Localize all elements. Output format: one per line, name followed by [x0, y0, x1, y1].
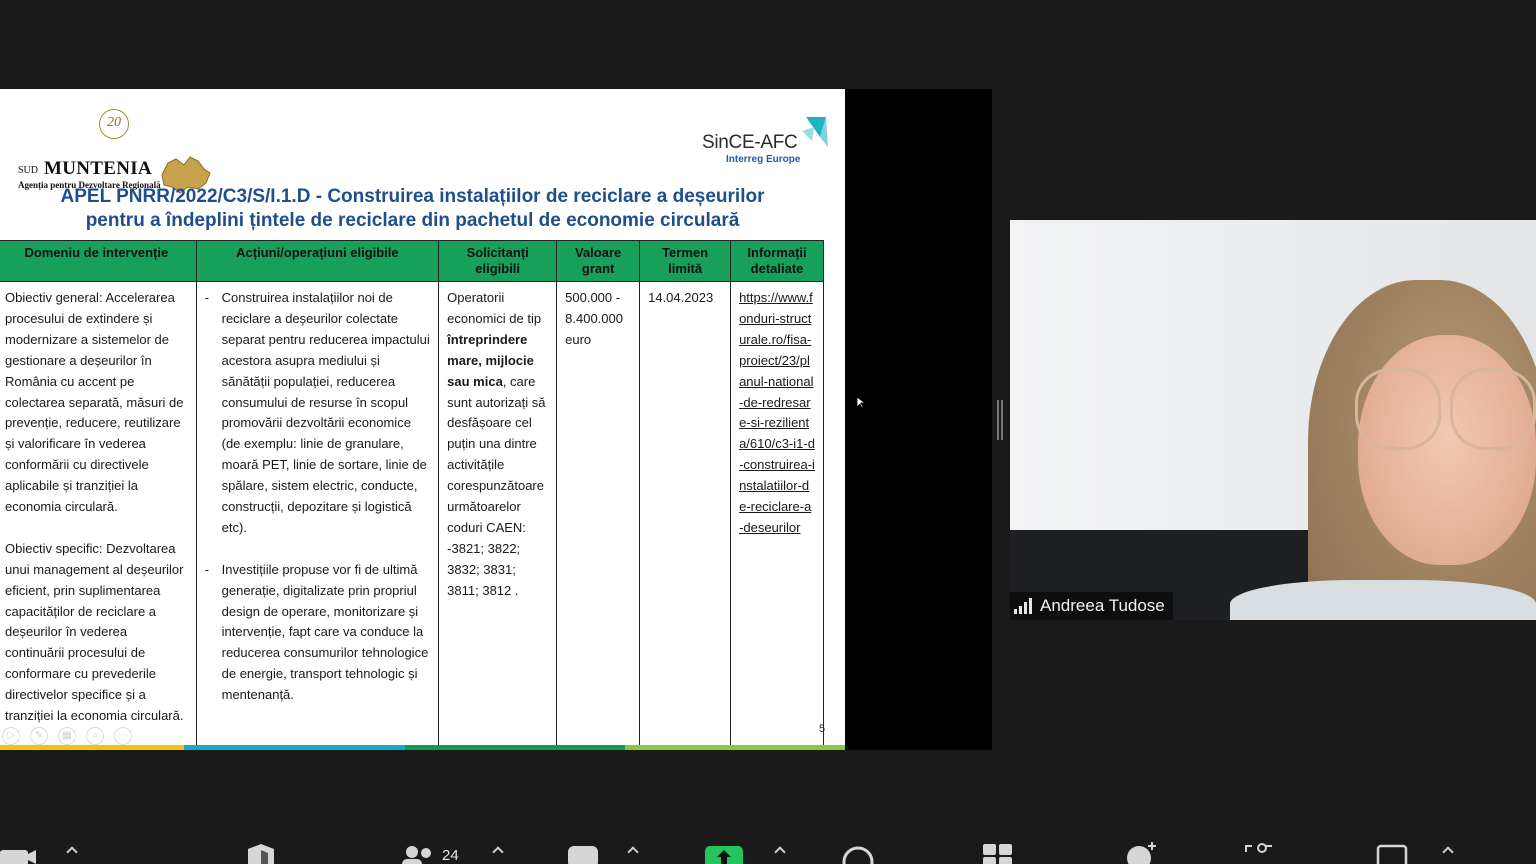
security-shield-icon[interactable]	[246, 842, 276, 864]
objective-general: Obiectiv general: Accelerarea procesului de extindere și modernizare a sistemelor de gestionare a deșeurilor în România cu accent pe colectarea separată, măsuri de prevenție, reducere, reutilizare și valorificare în vederea conformării cu directivele aplicabile și tranziției la economia circulară.	[5, 290, 184, 515]
cell-value: 500.000 - 8.400.000 euro	[557, 282, 640, 751]
video-glasses-right	[1450, 368, 1536, 450]
whiteboard-icon[interactable]	[1244, 842, 1274, 864]
bullet-dash: -	[204, 290, 209, 305]
table-row	[0, 282, 824, 751]
cell-actions	[196, 282, 439, 751]
logo-sud-text: SUD	[18, 165, 39, 176]
header-applicants: Solicitanți eligibili	[439, 241, 557, 282]
header-value: Valoare grant	[557, 241, 640, 282]
logo-muntenia-text: MUNTENIA	[44, 158, 152, 179]
more-icon[interactable]: ⋯	[114, 727, 132, 745]
since-shape-icon	[802, 117, 828, 153]
more-options-icon[interactable]	[1376, 842, 1408, 864]
participant-name-tag	[1010, 592, 1173, 620]
action-item-1	[205, 288, 431, 539]
cell-applicants	[439, 282, 557, 751]
chat-icon[interactable]	[566, 842, 600, 864]
footer-stripe-blue	[184, 745, 405, 750]
header-details: Informații detaliate	[731, 241, 824, 282]
participant-name: Andreea Tudose	[1040, 596, 1165, 615]
applicants-text-bold: întreprindere mare, mijlocie sau mica	[447, 331, 534, 389]
header-deadline: Termen limită	[640, 241, 731, 282]
cell-deadline: 14.04.2023	[640, 282, 731, 751]
slide-title-line-2: pentru a îndeplini țintele de reciclare din pachetul de economie circulară	[85, 210, 740, 231]
eligibility-table	[0, 240, 824, 750]
slide-title-line-1: APEL PNRR/2022/C3/S/I.1.D - Construirea instalațiilor de reciclare a deșeurilor	[60, 186, 765, 207]
play-icon[interactable]: ▷	[2, 727, 20, 745]
cell-details	[731, 282, 824, 751]
reactions-icon[interactable]	[1124, 842, 1160, 864]
action-text-1: Construirea instalațiilor noi de reciclare a deșeurilor colectate separat pentru reducerea impactului acestora asupra mediului și sănătății populației, reducerea consumului de resurse în scopul promovării dezvoltării economice (de exemplu: linie de granulare, moară PET, linie de sortare, linie de spălare, sistem electric, conducte, construcții, depozitare și logistică etc).	[221, 290, 430, 535]
share-letterbox	[845, 89, 992, 750]
footer-stripe-yellow	[0, 745, 184, 750]
cell-domain	[0, 282, 196, 751]
video-options-chevron-icon[interactable]	[66, 846, 77, 857]
participant-video-tile[interactable]	[1010, 220, 1536, 620]
video-glasses-left	[1355, 368, 1441, 450]
record-icon[interactable]	[842, 842, 874, 864]
applicants-text-post: , care sunt autorizați să desfășoare cel puțin una dintre activitățile corespunzătoare următoarelor coduri CAEN: -3821; 3822; 3832; 3831; 3811; 3812 .	[447, 373, 546, 598]
shared-slide	[0, 89, 845, 750]
bullet-dash: -	[204, 561, 209, 577]
action-item-2	[205, 560, 431, 706]
panel-resize-handle[interactable]	[997, 400, 1003, 440]
footer-stripe-green	[405, 745, 625, 750]
slide-page-number: 5	[819, 723, 826, 735]
apps-grid-icon[interactable]	[982, 842, 1014, 864]
zoom-icon[interactable]: ⌕	[86, 727, 104, 745]
anniversary-seal-icon: 20	[99, 109, 129, 139]
logo-agency-text: Agenția pentru Dezvoltare Regională	[18, 180, 161, 190]
header-domain: Domeniu de intervenție	[0, 241, 196, 282]
video-person-shirt	[1230, 580, 1536, 620]
table-header-row	[0, 241, 824, 282]
interreg-text: Interreg Europe	[726, 154, 801, 165]
signal-strength-icon	[1014, 598, 1032, 614]
footer-stripe-lime	[625, 745, 845, 750]
participants-count: 24	[442, 847, 459, 864]
details-link[interactable]: https://www.fonduri-structurale.ro/fisa-proiect/23/planul-national-de-redresare-si-rezilienta/610/c3-i1-d-construirea-instalatiilor-de-reciclare-a-deseurilor	[739, 290, 815, 535]
adr-sud-muntenia-logo	[8, 109, 208, 190]
share-screen-icon[interactable]	[705, 842, 743, 864]
participants-options-chevron-icon[interactable]	[492, 846, 503, 857]
header-actions: Acțiuni/operațiuni eligibile	[196, 241, 439, 282]
objective-specific: Obiectiv specific: Dezvoltarea unui management al deșeurilor eficient, prin suplimentarea capacităților de reciclare a deșeurilor în vederea continuării procesului de conformare cu prevederile directivelor specifice și a tranziției la economia circulară.	[5, 540, 184, 724]
pen-icon[interactable]: ✎	[30, 727, 48, 745]
video-camera-icon[interactable]	[0, 842, 40, 864]
since-afc-text: SinCE-AFC	[702, 132, 798, 153]
slide-toolbar	[2, 727, 132, 745]
action-text-2: Investițiile propuse vor fi de ultimă generație, digitalizate prin propriul design de operare, monitorizare și intervenție, fapt care va conduce la reducerea consumurilor tehnologice de energie, transport tehnologic și mentenanță.	[221, 561, 429, 703]
slides-icon[interactable]: ▦	[58, 727, 76, 745]
since-afc-logo	[700, 115, 830, 167]
chat-options-chevron-icon[interactable]	[627, 846, 638, 857]
participants-icon[interactable]	[400, 842, 436, 864]
more-options-chevron-icon[interactable]	[1442, 846, 1453, 857]
slide-title	[10, 185, 815, 233]
mouse-cursor-icon	[857, 397, 865, 409]
share-options-chevron-icon[interactable]	[774, 846, 785, 857]
applicants-text-pre: Operatorii economici de tip	[447, 290, 542, 326]
